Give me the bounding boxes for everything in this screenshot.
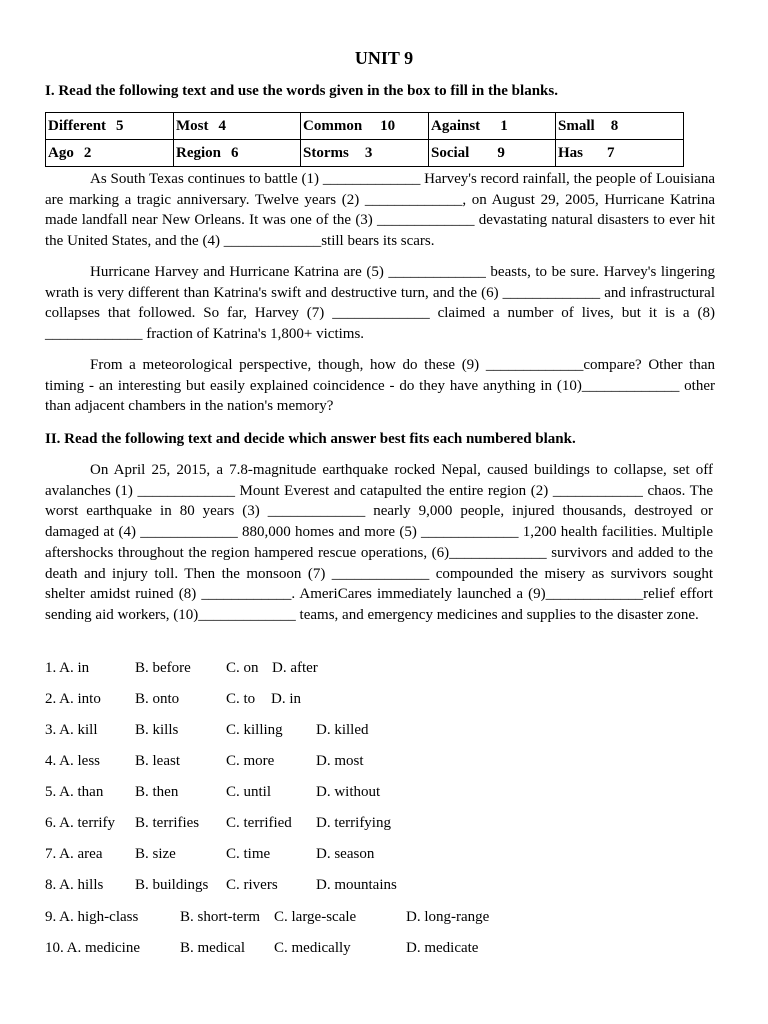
word-box-cell — [174, 140, 301, 167]
word-box-number: 7 — [607, 145, 615, 161]
option-c: C. medically — [274, 940, 351, 956]
option-b: B. onto — [135, 691, 180, 707]
word-box-word: Most — [176, 118, 209, 134]
word-box-row — [46, 113, 684, 140]
word-box-cell — [174, 113, 301, 140]
word-box-cell — [46, 113, 174, 140]
option-a: 10. A. medicine — [45, 940, 140, 956]
option-d: D. medicate — [406, 940, 479, 956]
section2-heading: II. Read the following text and decide which answer best fits each numbered blank. — [45, 431, 576, 447]
question-row — [45, 782, 725, 802]
question-row — [45, 907, 725, 927]
word-box-word: Social — [431, 145, 470, 161]
word-box-number: 9 — [497, 145, 505, 161]
word-box-number: 6 — [231, 145, 239, 161]
word-box-word: Ago — [48, 145, 74, 161]
word-box-row — [46, 140, 684, 167]
section1-heading: I. Read the following text and use the words given in the box to fill in the blanks. — [45, 83, 558, 99]
word-box-number: 10 — [380, 118, 396, 134]
option-d: D. after — [272, 660, 318, 676]
option-a: 3. A. kill — [45, 722, 98, 738]
option-d: D. mountains — [316, 877, 397, 893]
word-box-cell — [429, 113, 556, 140]
option-c: C. to — [226, 691, 256, 707]
option-c: C. large-scale — [274, 909, 357, 925]
word-box-cell — [46, 140, 174, 167]
word-box-cell — [556, 140, 684, 167]
option-c: C. time — [226, 846, 271, 862]
option-a: 6. A. terrify — [45, 815, 115, 831]
word-box-number: 4 — [218, 118, 226, 134]
question-row — [45, 658, 725, 678]
word-box-number: 1 — [500, 118, 508, 134]
question-row — [45, 938, 725, 958]
question-row — [45, 720, 725, 740]
word-box-cell — [301, 113, 429, 140]
question-row — [45, 813, 725, 833]
option-a: 9. A. high-class — [45, 909, 139, 925]
word-box-cell — [301, 140, 429, 167]
page-title: UNIT 9 — [354, 48, 414, 68]
option-b: B. before — [135, 660, 191, 676]
word-box-word: Storms — [303, 145, 349, 161]
option-c: C. on — [226, 660, 259, 676]
word-box-word: Region — [176, 145, 221, 161]
option-d: D. most — [316, 753, 364, 769]
word-box-word: Against — [431, 118, 481, 134]
option-b: B. terrifies — [135, 815, 200, 831]
section1-paragraph: From a meteorological perspective, though, how do these (9) _____________compare? Other than timing - an interesting but easily explained coincidence - do they have anything in (10)_____________ other than adjacent chambers in the nation's memory? — [45, 357, 715, 415]
option-b: B. then — [135, 784, 179, 800]
option-d: D. terrifying — [316, 815, 391, 831]
word-box-word: Different — [48, 118, 107, 134]
option-d: D. in — [271, 691, 301, 707]
option-b: B. size — [135, 846, 176, 862]
question-row — [45, 875, 725, 895]
option-c: C. until — [226, 784, 272, 800]
option-d: D. long-range — [406, 909, 490, 925]
option-a: 5. A. than — [45, 784, 104, 800]
section1-paragraph: Hurricane Harvey and Hurricane Katrina are (5) _____________ beasts, to be sure. Harvey's lingering wrath is very different than Katrina's swift and destructive turn, and the (6) _____________ and infrastructural collapses that followed. So far, Harvey (7) _____________ claimed a number of lives, but it is a (8) _____________ fraction of Katrina's 1,800+ victims. — [45, 264, 715, 343]
option-a: 4. A. less — [45, 753, 101, 769]
question-row — [45, 844, 725, 864]
word-box-number: 3 — [364, 145, 373, 161]
option-c: C. rivers — [226, 877, 278, 893]
option-a: 1. A. in — [45, 660, 90, 676]
option-c: C. terrified — [226, 815, 292, 831]
word-box-cell — [556, 113, 684, 140]
word-box-word: Common — [303, 118, 363, 134]
word-box-word: Has — [558, 145, 584, 161]
option-b: B. buildings — [135, 877, 209, 893]
question-row — [45, 689, 725, 709]
option-c: C. killing — [226, 722, 283, 738]
option-d: D. season — [316, 846, 375, 862]
word-box-word: Small — [558, 118, 595, 134]
option-c: C. more — [226, 753, 275, 769]
word-box-cell — [429, 140, 556, 167]
option-b: B. short-term — [180, 909, 260, 925]
option-b: B. medical — [180, 940, 245, 956]
option-a: 8. A. hills — [45, 877, 104, 893]
question-row — [45, 751, 725, 771]
option-a: 7. A. area — [45, 846, 103, 862]
option-a: 2. A. into — [45, 691, 101, 707]
option-b: B. least — [135, 753, 180, 769]
word-box-number: 2 — [83, 145, 92, 161]
option-b: B. kills — [135, 722, 179, 738]
word-box-table — [45, 112, 684, 167]
word-box-number: 5 — [116, 118, 124, 134]
option-d: D. without — [316, 784, 381, 800]
section2-paragraph: On April 25, 2015, a 7.8-magnitude earthquake rocked Nepal, caused buildings to collapse, set off avalanches (1) _____________ Mount Everest and catapulted the entire region (2) ____________ chaos. The worst earthquake in 80 years (3) _____________ nearly 9,000 people, injured thousands, destroyed or damaged at (4) _____________ 880,000 homes and more (5) _____________ 1,200 health facilities. Multiple aftershocks throughout the region hampered rescue operations, (6)_____________ survivors and added to the death and injury toll. Then the monsoon (7) _____________ compounded the misery as survivors sought shelter amidst ruined (8) ____________. AmeriCares immediately launched a (9)_____________relief effort sending aid workers, (10)_____________ teams, and emergency medicines and supplies to the disaster zone. — [45, 462, 713, 623]
section1-paragraph: As South Texas continues to battle (1) _____________ Harvey's record rainfall, the people of Louisiana are marking a tragic anniversary. Twelve years (2) _____________, on August 29, 2005, Hurricane Katrina made landfall near New Orleans. It was one of the (3) _____________ devastating natural disasters to ever hit the United States, and the (4) _____________still bears its scars. — [45, 171, 715, 250]
option-d: D. killed — [316, 722, 369, 738]
word-box-number: 8 — [610, 118, 619, 134]
